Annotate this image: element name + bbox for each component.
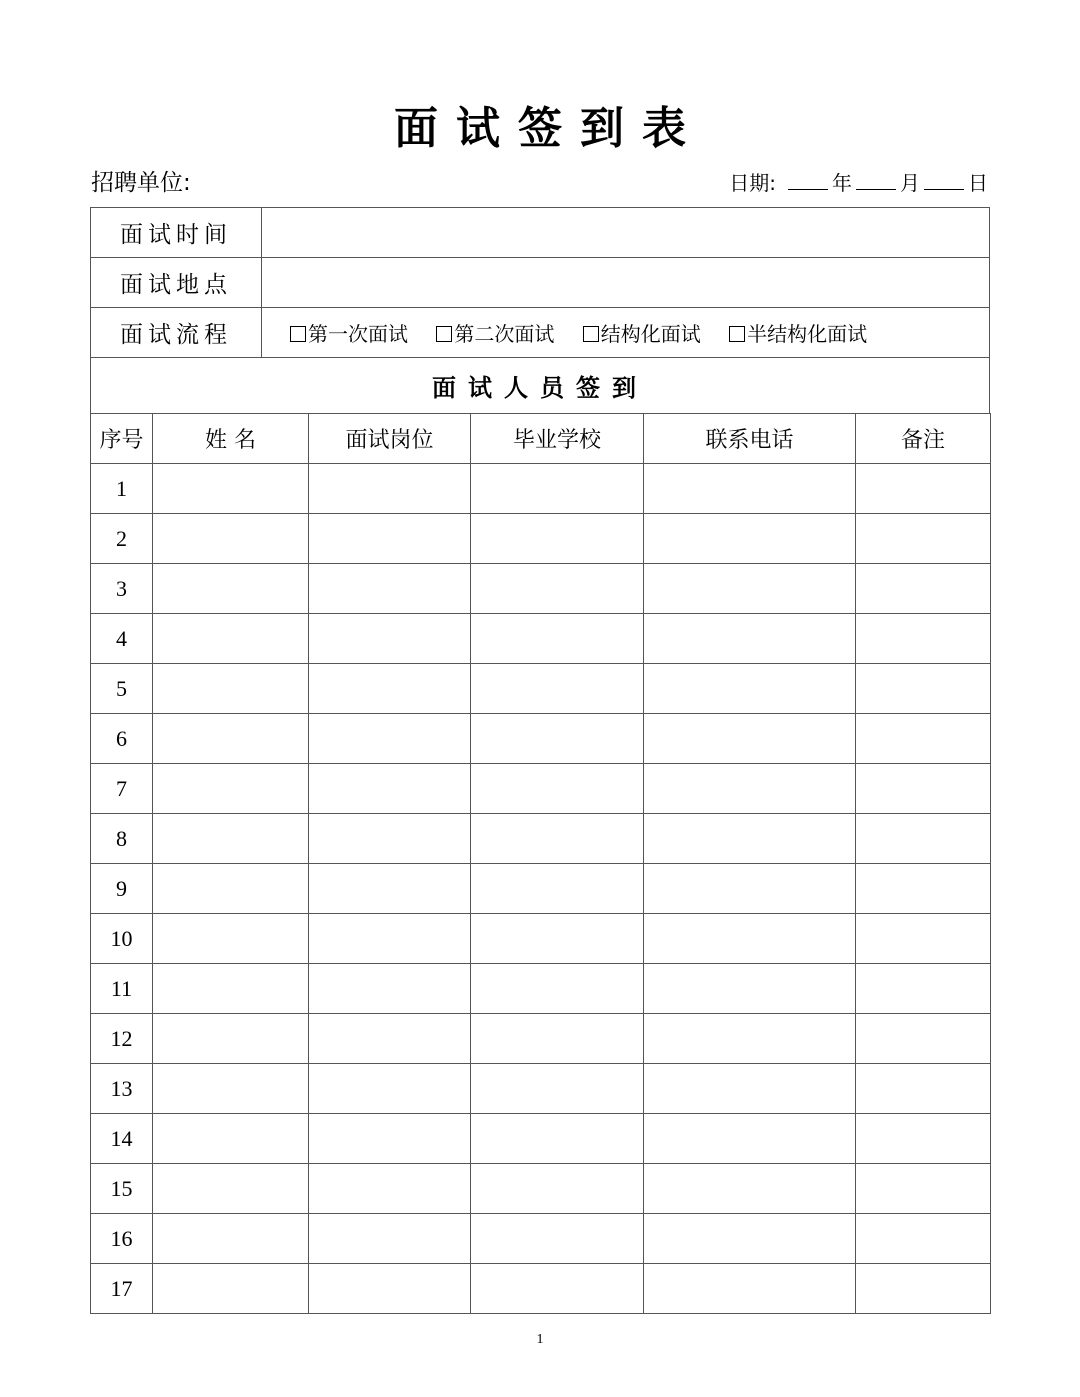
school-cell[interactable] bbox=[471, 1264, 644, 1314]
school-cell[interactable] bbox=[471, 614, 644, 664]
phone-cell[interactable] bbox=[644, 814, 856, 864]
remark-cell[interactable] bbox=[856, 564, 991, 614]
position-cell[interactable] bbox=[309, 764, 471, 814]
school-cell[interactable] bbox=[471, 814, 644, 864]
name-cell[interactable] bbox=[153, 1114, 309, 1164]
interview-process-options bbox=[262, 308, 990, 358]
header-row bbox=[91, 414, 991, 464]
phone-cell[interactable] bbox=[644, 614, 856, 664]
name-cell[interactable] bbox=[153, 714, 309, 764]
remark-cell[interactable] bbox=[856, 864, 991, 914]
position-cell[interactable] bbox=[309, 914, 471, 964]
remark-cell[interactable] bbox=[856, 1164, 991, 1214]
position-cell[interactable] bbox=[309, 1114, 471, 1164]
school-cell[interactable] bbox=[471, 864, 644, 914]
phone-cell[interactable] bbox=[644, 864, 856, 914]
table-row bbox=[91, 964, 991, 1014]
position-cell[interactable] bbox=[309, 464, 471, 514]
name-cell[interactable] bbox=[153, 914, 309, 964]
interview-place-label: 面试地点 bbox=[91, 258, 262, 308]
position-cell[interactable] bbox=[309, 1064, 471, 1114]
page-number: 1 bbox=[536, 1332, 544, 1347]
row-number: 1 bbox=[91, 464, 153, 514]
process-option-structured[interactable]: 结构化面试 bbox=[583, 322, 701, 346]
interview-info-table bbox=[90, 207, 990, 414]
school-cell[interactable] bbox=[471, 1114, 644, 1164]
process-option-first[interactable]: 第一次面试 bbox=[290, 322, 408, 346]
row-number: 5 bbox=[91, 664, 153, 714]
interview-time-row bbox=[91, 208, 990, 258]
date-label: 日期: bbox=[729, 171, 776, 195]
section-title: 面试人员签到 bbox=[91, 358, 990, 414]
section-row bbox=[91, 358, 990, 414]
table-row bbox=[91, 564, 991, 614]
day-blank[interactable] bbox=[924, 175, 964, 190]
row-number: 4 bbox=[91, 614, 153, 664]
school-cell[interactable] bbox=[471, 1014, 644, 1064]
remark-cell[interactable] bbox=[856, 1264, 991, 1314]
recruiting-unit-label: 招聘单位: bbox=[91, 170, 191, 196]
row-number: 6 bbox=[91, 714, 153, 764]
remark-cell[interactable] bbox=[856, 914, 991, 964]
month-blank[interactable] bbox=[856, 175, 896, 190]
phone-cell[interactable] bbox=[644, 464, 856, 514]
column-header: 姓 名 bbox=[153, 414, 309, 464]
remark-cell[interactable] bbox=[856, 664, 991, 714]
checkbox-icon[interactable] bbox=[436, 326, 452, 342]
row-number: 7 bbox=[91, 764, 153, 814]
position-cell[interactable] bbox=[309, 564, 471, 614]
phone-cell[interactable] bbox=[644, 514, 856, 564]
date-line bbox=[729, 167, 988, 196]
name-cell[interactable] bbox=[153, 764, 309, 814]
name-cell[interactable] bbox=[153, 664, 309, 714]
interview-process-label: 面试流程 bbox=[91, 308, 262, 358]
table-row bbox=[91, 664, 991, 714]
interview-time-field[interactable] bbox=[262, 208, 990, 258]
remark-cell[interactable] bbox=[856, 964, 991, 1014]
table-row bbox=[91, 464, 991, 514]
name-cell[interactable] bbox=[153, 1064, 309, 1114]
row-number: 14 bbox=[91, 1114, 153, 1164]
phone-cell[interactable] bbox=[644, 1064, 856, 1114]
name-cell[interactable] bbox=[153, 464, 309, 514]
phone-cell[interactable] bbox=[644, 564, 856, 614]
remark-cell[interactable] bbox=[856, 1214, 991, 1264]
remark-cell[interactable] bbox=[856, 464, 991, 514]
phone-cell[interactable] bbox=[644, 1214, 856, 1264]
remark-cell[interactable] bbox=[856, 814, 991, 864]
name-cell[interactable] bbox=[153, 614, 309, 664]
column-header: 联系电话 bbox=[644, 414, 856, 464]
phone-cell[interactable] bbox=[644, 1164, 856, 1214]
row-number: 11 bbox=[91, 964, 153, 1014]
name-cell[interactable] bbox=[153, 814, 309, 864]
name-cell[interactable] bbox=[153, 514, 309, 564]
row-number: 12 bbox=[91, 1014, 153, 1064]
page-title: 面试签到表 bbox=[394, 103, 704, 154]
phone-cell[interactable] bbox=[644, 764, 856, 814]
phone-cell[interactable] bbox=[644, 914, 856, 964]
school-cell[interactable] bbox=[471, 664, 644, 714]
school-cell[interactable] bbox=[471, 464, 644, 514]
table-row bbox=[91, 1264, 991, 1314]
position-cell[interactable] bbox=[309, 614, 471, 664]
year-blank[interactable] bbox=[788, 175, 828, 190]
table-row bbox=[91, 914, 991, 964]
position-cell[interactable] bbox=[309, 814, 471, 864]
table-row bbox=[91, 714, 991, 764]
row-number: 3 bbox=[91, 564, 153, 614]
column-header: 备注 bbox=[856, 414, 991, 464]
table-row bbox=[91, 614, 991, 664]
remark-cell[interactable] bbox=[856, 614, 991, 664]
process-option-second[interactable]: 第二次面试 bbox=[436, 322, 554, 346]
table-row bbox=[91, 864, 991, 914]
month-label: 月 bbox=[900, 171, 920, 195]
phone-cell[interactable] bbox=[644, 1264, 856, 1314]
position-cell[interactable] bbox=[309, 514, 471, 564]
interview-place-field[interactable] bbox=[262, 258, 990, 308]
table-row bbox=[91, 1164, 991, 1214]
table-row bbox=[91, 1114, 991, 1164]
table-row bbox=[91, 1014, 991, 1064]
remark-cell[interactable] bbox=[856, 1064, 991, 1114]
name-cell[interactable] bbox=[153, 1214, 309, 1264]
table-row bbox=[91, 764, 991, 814]
phone-cell[interactable] bbox=[644, 664, 856, 714]
position-cell[interactable] bbox=[309, 664, 471, 714]
table-row bbox=[91, 514, 991, 564]
school-cell[interactable] bbox=[471, 914, 644, 964]
position-cell[interactable] bbox=[309, 714, 471, 764]
sign-in-table bbox=[90, 413, 991, 1314]
position-cell[interactable] bbox=[309, 864, 471, 914]
column-header: 序号 bbox=[91, 414, 153, 464]
name-cell[interactable] bbox=[153, 1264, 309, 1314]
school-cell[interactable] bbox=[471, 1164, 644, 1214]
column-header: 毕业学校 bbox=[471, 414, 644, 464]
interview-process-row bbox=[91, 308, 990, 358]
remark-cell[interactable] bbox=[856, 1114, 991, 1164]
interview-place-row bbox=[91, 258, 990, 308]
row-number: 2 bbox=[91, 514, 153, 564]
school-cell[interactable] bbox=[471, 764, 644, 814]
row-number: 16 bbox=[91, 1214, 153, 1264]
row-number: 9 bbox=[91, 864, 153, 914]
checkbox-icon[interactable] bbox=[290, 326, 306, 342]
table-row bbox=[91, 1214, 991, 1264]
remark-cell[interactable] bbox=[856, 1014, 991, 1064]
row-number: 10 bbox=[91, 914, 153, 964]
sign-in-rows bbox=[91, 464, 991, 1314]
school-cell[interactable] bbox=[471, 964, 644, 1014]
position-cell[interactable] bbox=[309, 1014, 471, 1064]
name-cell[interactable] bbox=[153, 564, 309, 614]
phone-cell[interactable] bbox=[644, 714, 856, 764]
name-cell[interactable] bbox=[153, 864, 309, 914]
position-cell[interactable] bbox=[309, 1214, 471, 1264]
column-header: 面试岗位 bbox=[309, 414, 471, 464]
checkbox-icon[interactable] bbox=[583, 326, 599, 342]
phone-cell[interactable] bbox=[644, 1014, 856, 1064]
interview-time-label: 面试时间 bbox=[91, 208, 262, 258]
school-cell[interactable] bbox=[471, 514, 644, 564]
name-cell[interactable] bbox=[153, 964, 309, 1014]
table-row bbox=[91, 814, 991, 864]
name-cell[interactable] bbox=[153, 1164, 309, 1214]
row-number: 15 bbox=[91, 1164, 153, 1214]
day-label: 日 bbox=[968, 171, 988, 195]
school-cell[interactable] bbox=[471, 1214, 644, 1264]
position-cell[interactable] bbox=[309, 1264, 471, 1314]
row-number: 17 bbox=[91, 1264, 153, 1314]
school-cell[interactable] bbox=[471, 1064, 644, 1114]
remark-cell[interactable] bbox=[856, 764, 991, 814]
row-number: 8 bbox=[91, 814, 153, 864]
position-cell[interactable] bbox=[309, 1164, 471, 1214]
year-label: 年 bbox=[832, 171, 852, 195]
name-cell[interactable] bbox=[153, 1014, 309, 1064]
table-row bbox=[91, 1064, 991, 1114]
process-option-semi-structured[interactable]: 半结构化面试 bbox=[729, 322, 867, 346]
remark-cell[interactable] bbox=[856, 514, 991, 564]
phone-cell[interactable] bbox=[644, 964, 856, 1014]
school-cell[interactable] bbox=[471, 714, 644, 764]
remark-cell[interactable] bbox=[856, 714, 991, 764]
school-cell[interactable] bbox=[471, 564, 644, 614]
checkbox-icon[interactable] bbox=[729, 326, 745, 342]
row-number: 13 bbox=[91, 1064, 153, 1114]
phone-cell[interactable] bbox=[644, 1114, 856, 1164]
position-cell[interactable] bbox=[309, 964, 471, 1014]
